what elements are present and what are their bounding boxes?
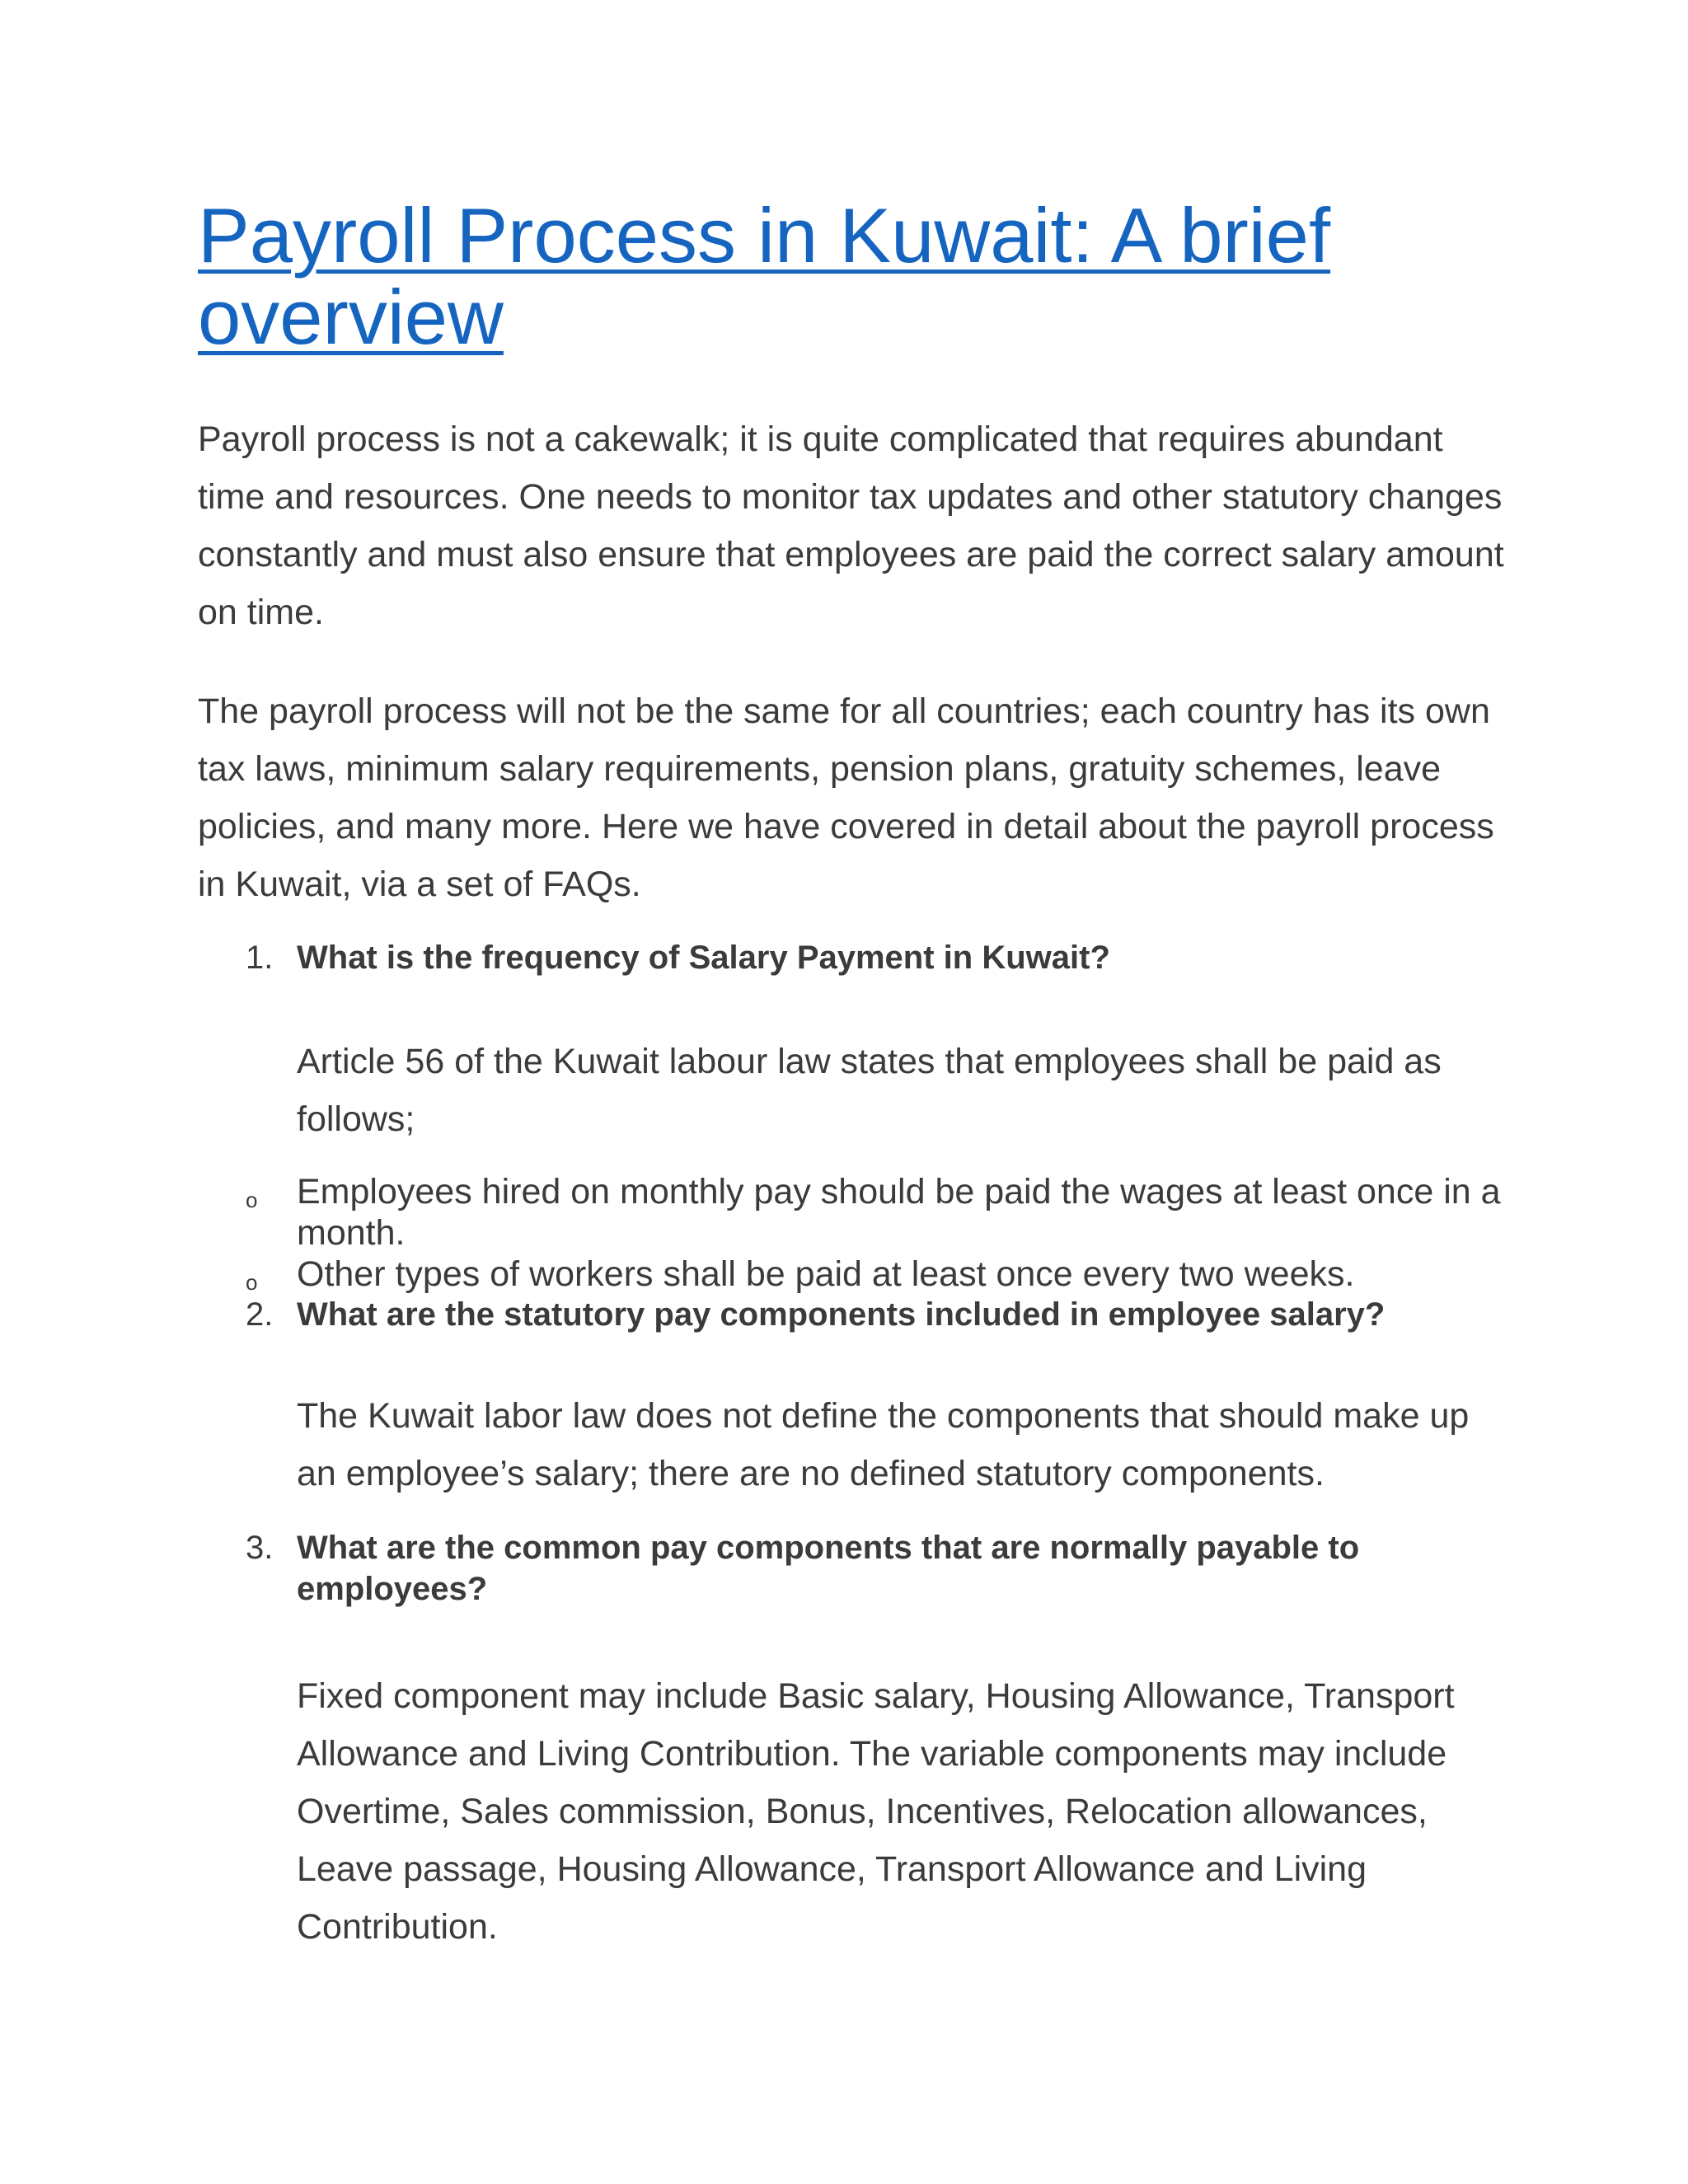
faq-1-bullet-2: Other types of workers shall be paid at least once every two weeks. (297, 1254, 1355, 1294)
faq-1-answer: Article 56 of the Kuwait labour law states that employees shall be paid as follows; (297, 1042, 1442, 1139)
page-title-link[interactable]: Payroll Process in Kuwait: A brief overview (198, 192, 1331, 360)
faq-1-bullet-1: Employees hired on monthly pay should be paid the wages at least once in a month. (297, 1172, 1501, 1253)
faq-3-answer: Fixed component may include Basic salary, Housing Allowance, Transport Allowance and Living Contribution. The variable components may include Overtime, Sales commission, Bonus, Incentives, Relocation allowances, Leave passage, Housing Allowance, Transport Allowance and Living Contribution. (297, 1676, 1455, 1947)
intro-paragraph-1: Payroll process is not a cakewalk; it is quite complicated that requires abundant time and resources. One needs to monitor tax updates and other statutory changes constantly and must also ensure that employees are paid the correct salary amount on time. (198, 419, 1504, 632)
faq-1-number: 1. (246, 940, 274, 976)
intro-paragraph-2: The payroll process will not be the same for all countries; each country has its own tax laws, minimum salary requirements, pension plans, gratuity schemes, leave policies, and many more. Here we have covered in detail about the payroll process in Kuwait, via a set of FAQs. (198, 691, 1494, 904)
bullet-circle-icon: o (246, 1270, 258, 1295)
faq-2-question: What are the statutory pay components included in employee salary? (297, 1296, 1386, 1333)
faq-2-number: 2. (246, 1296, 274, 1333)
faq-2-answer: The Kuwait labor law does not define the components that should make up an employee’s salary; there are no defined statutory components. (297, 1396, 1470, 1493)
faq-3-question: What are the common pay components that are normally payable to employees? (297, 1530, 1360, 1607)
bullet-circle-icon: o (246, 1188, 258, 1212)
faq-3-number: 3. (246, 1530, 274, 1566)
faq-1-question: What is the frequency of Salary Payment in Kuwait? (297, 940, 1110, 976)
